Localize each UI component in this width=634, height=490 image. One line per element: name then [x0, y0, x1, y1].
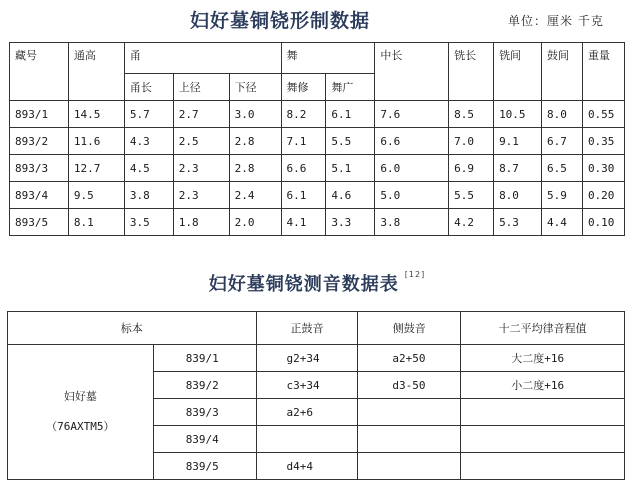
cell-ming-gap: 5.3: [494, 209, 542, 236]
cell-yong-len: 3.8: [124, 182, 173, 209]
footnote-ref: [12]: [404, 270, 426, 279]
cell-mid-len: 6.0: [375, 155, 449, 182]
header-ming-gap: 铣间: [494, 43, 542, 101]
cell-id: 839/2: [153, 372, 256, 399]
cell-ming-gap: 10.5: [494, 101, 542, 128]
header-gu-gap: 鼓间: [542, 43, 583, 101]
cell-mid-len: 5.0: [375, 182, 449, 209]
cell-wu-depth: 4.1: [281, 209, 326, 236]
table-row: [10, 182, 625, 209]
cell-yong-len: 4.5: [124, 155, 173, 182]
header-height: 通高: [68, 43, 124, 101]
cell-wu-depth: 7.1: [281, 128, 326, 155]
header-ming-len: 铣长: [449, 43, 494, 101]
cell-mid-len: 7.6: [375, 101, 449, 128]
table2-title: [0, 270, 634, 296]
pitch-data-table: [7, 311, 625, 480]
cell-yong-bottom: 2.0: [229, 209, 281, 236]
header-yong-len: 甬长: [124, 74, 173, 101]
cell-ming-len: 6.9: [449, 155, 494, 182]
cell-wu-width: 5.1: [326, 155, 375, 182]
sample-name: 妇好墓: [63, 390, 97, 403]
cell-wu-depth: 8.2: [281, 101, 326, 128]
cell-ming-gap: 8.7: [494, 155, 542, 182]
cell-weight: 0.20: [582, 182, 624, 209]
cell-yong-len: 5.7: [124, 101, 173, 128]
cell-gu-gap: 5.9: [542, 182, 583, 209]
cell-temperament: 大二度+16: [461, 345, 625, 372]
header-yong: 甬: [124, 43, 281, 74]
cell-height: 12.7: [68, 155, 124, 182]
cell-ce: d3-50: [358, 372, 461, 399]
cell-yong-bottom: 3.0: [229, 101, 281, 128]
cell-weight: 0.10: [582, 209, 624, 236]
table1-title: 妇好墓铜铙形制数据: [189, 10, 370, 32]
header-ce: 侧鼓音: [358, 312, 461, 345]
cell-temperament: [461, 453, 625, 480]
table-row: [10, 128, 625, 155]
table2-title-text: 妇好墓铜铙测音数据表: [208, 274, 399, 295]
cell-zheng: c3+34: [256, 372, 358, 399]
cell-zheng: g2+34: [256, 345, 358, 372]
cell-wu-depth: 6.1: [281, 182, 326, 209]
shape-data-table: [9, 42, 625, 236]
cell-yong-top: 2.3: [173, 182, 229, 209]
cell-height: 11.6: [68, 128, 124, 155]
cell-ming-len: 5.5: [449, 182, 494, 209]
cell-id: 839/1: [153, 345, 256, 372]
cell-ce: [358, 399, 461, 426]
cell-ce: a2+50: [358, 345, 461, 372]
cell-wu-width: 6.1: [326, 101, 375, 128]
cell-height: 8.1: [68, 209, 124, 236]
cell-gu-gap: 6.5: [542, 155, 583, 182]
cell-wu-width: 5.5: [326, 128, 375, 155]
cell-gu-gap: 4.4: [542, 209, 583, 236]
cell-yong-len: 3.5: [124, 209, 173, 236]
cell-yong-top: 2.3: [173, 155, 229, 182]
header-mid-len: 中长: [375, 43, 449, 101]
cell-height: 9.5: [68, 182, 124, 209]
cell-ming-gap: 9.1: [494, 128, 542, 155]
header-weight: 重量: [582, 43, 624, 101]
cell-height: 14.5: [68, 101, 124, 128]
cell-temperament: [461, 399, 625, 426]
header-sample: 标本: [8, 312, 257, 345]
cell-yong-top: 2.7: [173, 101, 229, 128]
sample-cell: [8, 345, 154, 480]
cell-yong-top: 2.5: [173, 128, 229, 155]
header-wu: 舞: [281, 43, 375, 74]
cell-ming-len: 4.2: [449, 209, 494, 236]
cell-wu-depth: 6.6: [281, 155, 326, 182]
cell-yong-bottom: 2.8: [229, 155, 281, 182]
header-zheng: 正鼓音: [256, 312, 358, 345]
header-temperament: 十二平均律音程值: [461, 312, 625, 345]
header-yong-top: 上径: [173, 74, 229, 101]
cell-id: 893/2: [10, 128, 69, 155]
cell-mid-len: 6.6: [375, 128, 449, 155]
cell-zheng: a2+6: [256, 399, 358, 426]
cell-temperament: [461, 426, 625, 453]
cell-temperament: 小二度+16: [461, 372, 625, 399]
cell-ming-gap: 8.0: [494, 182, 542, 209]
cell-zheng: d4+4: [256, 453, 358, 480]
cell-id: 839/5: [153, 453, 256, 480]
cell-zheng: [256, 426, 358, 453]
cell-ce: [358, 453, 461, 480]
cell-gu-gap: 8.0: [542, 101, 583, 128]
cell-ming-len: 8.5: [449, 101, 494, 128]
header-id: 藏号: [10, 43, 69, 101]
cell-ce: [358, 426, 461, 453]
cell-id: 839/4: [153, 426, 256, 453]
header-yong-bottom: 下径: [229, 74, 281, 101]
table-row: [10, 155, 625, 182]
cell-wu-width: 3.3: [326, 209, 375, 236]
cell-weight: 0.35: [582, 128, 624, 155]
table-row: [10, 101, 625, 128]
cell-yong-top: 1.8: [173, 209, 229, 236]
cell-yong-bottom: 2.4: [229, 182, 281, 209]
cell-weight: 0.55: [582, 101, 624, 128]
cell-wu-width: 4.6: [326, 182, 375, 209]
unit-label: 单位：厘米 千克: [508, 14, 604, 28]
cell-mid-len: 3.8: [375, 209, 449, 236]
cell-id: 893/4: [10, 182, 69, 209]
table-row: [10, 209, 625, 236]
cell-id: 893/5: [10, 209, 69, 236]
cell-id: 893/3: [10, 155, 69, 182]
cell-ming-len: 7.0: [449, 128, 494, 155]
cell-weight: 0.30: [582, 155, 624, 182]
table-row: [8, 345, 625, 372]
cell-id: 893/1: [10, 101, 69, 128]
cell-id: 839/3: [153, 399, 256, 426]
header-wu-width: 舞广: [326, 74, 375, 101]
cell-yong-bottom: 2.8: [229, 128, 281, 155]
header-wu-depth: 舞修: [281, 74, 326, 101]
cell-gu-gap: 6.7: [542, 128, 583, 155]
sample-code: （76AXTM5）: [46, 420, 115, 433]
cell-yong-len: 4.3: [124, 128, 173, 155]
